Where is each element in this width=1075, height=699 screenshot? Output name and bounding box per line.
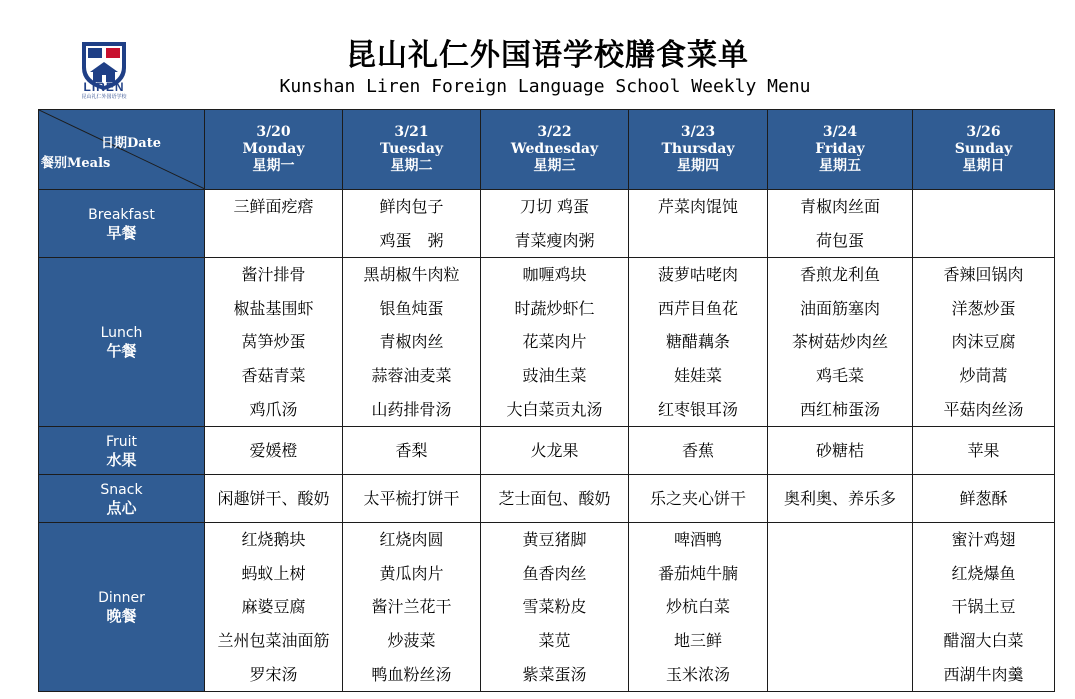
- day-en: Sunday: [954, 141, 1013, 157]
- menu-item: 苹果: [967, 440, 1000, 460]
- menu-item: 爱媛橙: [249, 440, 298, 460]
- menu-item: 黄瓜肉片: [379, 563, 444, 583]
- menu-item: 娃娃菜: [673, 365, 722, 385]
- day-zh: 星期三: [533, 158, 576, 174]
- menu-item: 莴笋炒蛋: [241, 332, 306, 352]
- menu-item: 红枣银耳汤: [657, 399, 738, 419]
- corner-header: [39, 110, 205, 190]
- menu-item: 啤酒鸭: [673, 530, 722, 550]
- menu-cell: [481, 475, 629, 523]
- menu-item: 奥利奥、养乐多: [783, 488, 896, 508]
- meal-label-zh: 早餐: [106, 223, 137, 242]
- menu-item: 鸡毛菜: [815, 365, 864, 385]
- menu-item: 豉油生菜: [522, 365, 587, 385]
- menu-cell: [629, 523, 768, 692]
- menu-cell: [481, 258, 629, 427]
- menu-item: 西湖牛肉羹: [943, 664, 1024, 684]
- meal-row-snack: [39, 475, 1055, 523]
- menu-item: 黄豆猪脚: [522, 530, 587, 550]
- menu-cell: [205, 475, 343, 523]
- day-date: 3/24: [822, 124, 858, 140]
- menu-table: [38, 109, 1055, 692]
- menu-item: 鸭血粉丝汤: [371, 664, 452, 684]
- menu-item: 香辣回锅肉: [943, 265, 1024, 285]
- day-en: Thursday: [661, 141, 735, 157]
- day-date: 3/20: [256, 124, 291, 140]
- menu-item: 酱汁兰花干: [371, 597, 452, 617]
- menu-item: 芝士面包、酸奶: [498, 488, 611, 508]
- menu-item: 肉沫豆腐: [951, 332, 1016, 352]
- menu-item: 茶树菇炒肉丝: [791, 332, 888, 352]
- menu-item: 蚂蚁上树: [241, 563, 306, 583]
- menu-item: 麻婆豆腐: [241, 597, 306, 617]
- menu-item: 菜苋: [538, 630, 571, 650]
- meal-row-lunch: [39, 258, 1055, 427]
- menu-cell: [913, 258, 1055, 427]
- meal-label: [39, 190, 205, 258]
- day-en: Tuesday: [379, 141, 444, 157]
- day-date: 3/23: [680, 124, 716, 140]
- day-en: Monday: [242, 141, 305, 157]
- meal-row-dinner: [39, 523, 1055, 692]
- menu-item: 时蔬炒虾仁: [514, 298, 595, 318]
- menu-item: 油面筋塞肉: [799, 298, 880, 318]
- menu-cell: [343, 258, 481, 427]
- menu-item: 洋葱炒蛋: [951, 298, 1016, 318]
- menu-item: 大白菜贡丸汤: [506, 399, 603, 419]
- menu-cell: [343, 190, 481, 258]
- menu-cell: [481, 427, 629, 475]
- menu-item: 香菇青菜: [241, 365, 306, 385]
- menu-item: 鲜葱酥: [959, 488, 1008, 508]
- menu-item: 酱汁排骨: [241, 265, 306, 285]
- menu-item: 火龙果: [530, 440, 579, 460]
- meal-label-zh: 点心: [106, 498, 137, 517]
- menu-item: 咖喱鸡块: [522, 265, 587, 285]
- day-date: 3/26: [966, 124, 1001, 140]
- day-header: [343, 110, 481, 190]
- day-header: [913, 110, 1055, 190]
- page-title: 昆山礼仁外国语学校膳食菜单: [346, 38, 749, 73]
- meal-label: [39, 258, 205, 427]
- menu-item: 兰州包菜油面筋: [217, 630, 330, 650]
- menu-cell: [768, 190, 913, 258]
- menu-item: 椒盐基围虾: [233, 298, 314, 318]
- day-header: [205, 110, 343, 190]
- day-date: 3/22: [537, 124, 572, 140]
- menu-cell: [629, 190, 768, 258]
- menu-cell: [629, 427, 768, 475]
- meal-label-en: Lunch: [100, 325, 143, 342]
- menu-item: 西红柿蛋汤: [799, 399, 880, 419]
- meal-label-en: Snack: [100, 481, 143, 498]
- menu-item: 红烧肉圆: [379, 530, 444, 550]
- meal-row-breakfast: [39, 190, 1055, 258]
- menu-item: 三鲜面疙瘩: [233, 197, 314, 216]
- menu-item: 荷包蛋: [815, 230, 864, 250]
- meal-label: [39, 523, 205, 692]
- meal-label-en: Breakfast: [88, 206, 155, 223]
- menu-item: 罗宋汤: [249, 664, 298, 684]
- menu-cell: [913, 190, 1055, 258]
- menu-item: 山药排骨汤: [371, 399, 452, 419]
- day-zh: 星期日: [962, 158, 1005, 174]
- corner-meal-label: 餐别Meals: [41, 156, 111, 171]
- menu-cell: [205, 258, 343, 427]
- menu-item: 红烧鹅块: [241, 530, 306, 550]
- day-en: Wednesday: [510, 141, 599, 157]
- menu-cell: [768, 427, 913, 475]
- menu-item: 青椒肉丝面: [799, 197, 880, 216]
- menu-item: 芹菜肉馄饨: [657, 197, 738, 216]
- menu-item: 玉米浓汤: [665, 664, 730, 684]
- menu-item: 紫菜蛋汤: [522, 664, 587, 684]
- menu-item: 太平梳打饼干: [363, 488, 460, 508]
- menu-item: 鸡蛋 粥: [379, 230, 444, 250]
- menu-item: 青菜瘦肉粥: [514, 230, 595, 250]
- menu-item: 砂糖桔: [815, 440, 864, 460]
- menu-item: 蒜蓉油麦菜: [371, 365, 452, 385]
- day-header: [481, 110, 629, 190]
- logo-subtext: 昆山礼仁外国语学校: [81, 94, 127, 100]
- day-header: [629, 110, 768, 190]
- menu-cell: [205, 190, 343, 258]
- page-subtitle: Kunshan Liren Foreign Language School Weekly Menu: [279, 76, 811, 97]
- meal-label: [39, 475, 205, 523]
- menu-item: 地三鲜: [673, 630, 722, 650]
- menu-item: 干锅土豆: [951, 597, 1016, 617]
- menu-cell: [629, 258, 768, 427]
- menu-cell: [913, 427, 1055, 475]
- menu-item: 花菜肉片: [522, 332, 587, 352]
- menu-cell: [913, 523, 1055, 692]
- day-header-row: [39, 110, 1055, 190]
- day-date: 3/21: [394, 124, 429, 140]
- menu-item: 闲趣饼干、酸奶: [217, 488, 330, 508]
- menu-item: 红烧爆鱼: [951, 563, 1016, 583]
- menu-item: 鸡爪汤: [249, 399, 298, 419]
- menu-cell: [629, 475, 768, 523]
- day-header: [768, 110, 913, 190]
- menu-cell: [205, 427, 343, 475]
- menu-item: 炒杭白菜: [665, 597, 730, 617]
- meal-label-en: Dinner: [98, 590, 145, 607]
- menu-item: 刀切 鸡蛋: [519, 197, 590, 216]
- menu-cell: [343, 523, 481, 692]
- menu-item: 黑胡椒牛肉粒: [363, 265, 460, 285]
- menu-item: 雪菜粉皮: [522, 597, 587, 617]
- menu-cell: [343, 475, 481, 523]
- logo-wordmark: LIREN: [83, 80, 125, 94]
- menu-cell: [768, 523, 913, 692]
- corner-date-label: 日期Date: [101, 136, 161, 151]
- menu-item: 西芹目鱼花: [657, 298, 738, 318]
- meal-label-zh: 晚餐: [106, 607, 137, 626]
- menu-item: 炒菠菜: [387, 630, 436, 650]
- menu-cell: [205, 523, 343, 692]
- menu-item: 香蕉: [681, 440, 714, 460]
- menu-cell: [481, 523, 629, 692]
- menu-item: 鱼香肉丝: [522, 563, 587, 583]
- meal-label-en: Fruit: [105, 433, 138, 450]
- day-zh: 星期四: [677, 158, 719, 174]
- menu-item: 菠萝咕咾肉: [657, 265, 738, 285]
- menu-item: 香煎龙利鱼: [799, 265, 880, 285]
- menu-item: 青椒肉丝: [379, 332, 444, 352]
- meal-label-zh: 午餐: [106, 342, 137, 361]
- day-zh: 星期一: [252, 158, 295, 174]
- day-zh: 星期五: [819, 158, 861, 174]
- menu-item: 炒茼蒿: [959, 365, 1008, 385]
- menu-cell: [481, 190, 629, 258]
- meal-label-zh: 水果: [106, 450, 137, 469]
- meal-row-fruit: [39, 427, 1055, 475]
- menu-item: 糖醋藕条: [665, 332, 730, 352]
- menu-item: 银鱼炖蛋: [379, 298, 444, 318]
- menu-cell: [768, 258, 913, 427]
- menu-item: 番茄炖牛腩: [657, 563, 738, 583]
- day-zh: 星期二: [390, 158, 433, 174]
- menu-item: 蜜汁鸡翅: [951, 530, 1016, 550]
- menu-item: 鲜肉包子: [379, 197, 444, 216]
- menu-cell: [768, 475, 913, 523]
- meal-label: [39, 427, 205, 475]
- menu-item: 醋溜大白菜: [943, 630, 1024, 650]
- day-en: Friday: [815, 141, 865, 157]
- menu-cell: [913, 475, 1055, 523]
- menu-item: 平菇肉丝汤: [943, 399, 1024, 419]
- meal-rows: [39, 190, 1055, 692]
- menu-cell: [343, 427, 481, 475]
- menu-item: 乐之夹心饼干: [649, 488, 746, 508]
- menu-item: 香梨: [395, 440, 428, 460]
